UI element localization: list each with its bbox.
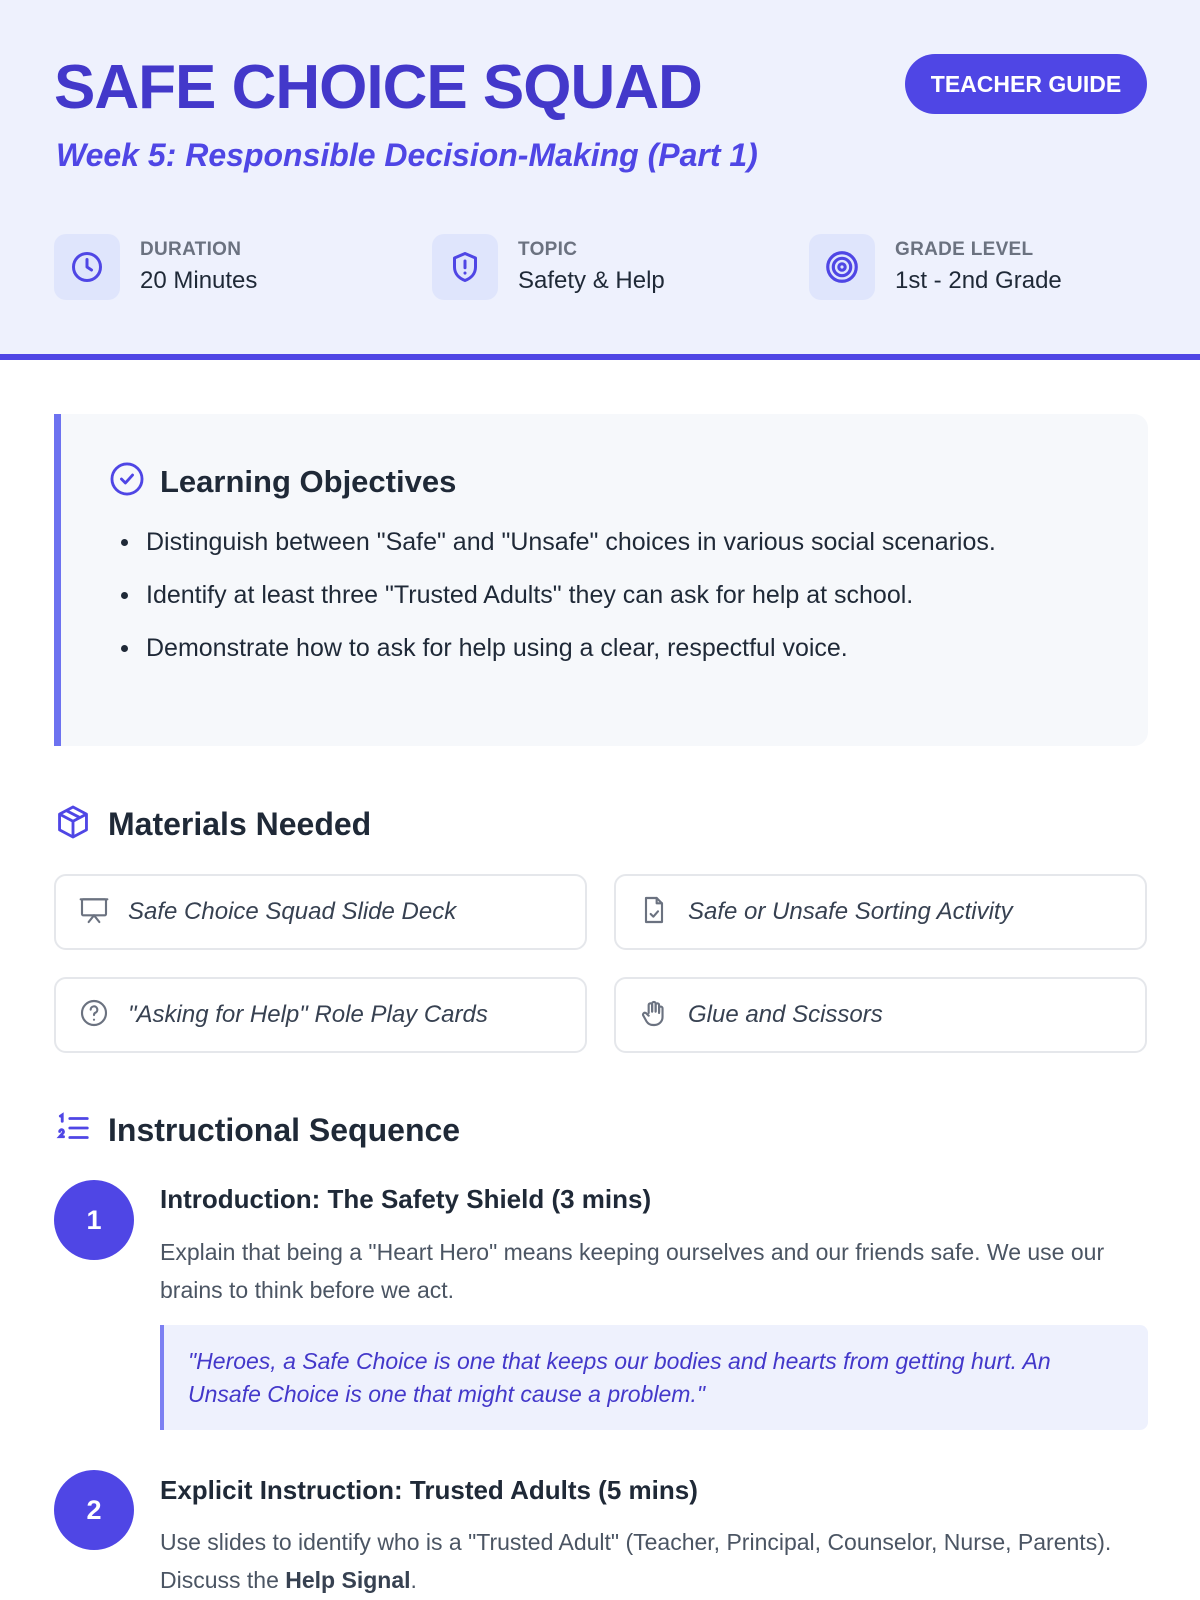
objective-item: Identify at least three "Trusted Adults" they can ask for help at school. — [146, 575, 1076, 615]
meta-value: 20 Minutes — [140, 267, 258, 294]
file-check-icon — [638, 894, 670, 931]
material-item — [614, 874, 1147, 950]
objective-item: Distinguish between "Safe" and "Unsafe" choices in various social scenarios. — [146, 522, 1076, 562]
meta-duration — [54, 234, 257, 300]
step-description: Explain that being a "Heart Hero" means keeping ourselves and our friends safe. We use our brains to think before we act. — [160, 1239, 1105, 1303]
meta-grade-level — [809, 234, 1062, 300]
step-title: Introduction: The Safety Shield (3 mins) — [160, 1184, 652, 1214]
objectives-title: Learning Objectives — [160, 463, 457, 499]
material-label: Safe or Unsafe Sorting Activity — [688, 898, 1013, 925]
material-item — [54, 977, 587, 1053]
shield-alert-icon — [432, 234, 498, 300]
material-item — [614, 977, 1147, 1053]
objectives-header — [108, 460, 456, 503]
help-circle-icon — [78, 997, 110, 1034]
step-number-badge: 1 — [54, 1180, 134, 1260]
sequence-title: Instructional Sequence — [108, 1112, 461, 1148]
clock-icon — [54, 234, 120, 300]
step-description — [160, 1523, 1140, 1599]
meta-label: GRADE LEVEL — [895, 239, 1034, 260]
hand-icon — [638, 997, 670, 1034]
step-description-text: Use slides to identify who is a "Trusted Adult" (Teacher, Principal, Counselor, Nurse, Parents). Discuss the — [160, 1529, 1112, 1593]
materials-title: Materials Needed — [108, 806, 372, 842]
material-label: Glue and Scissors — [688, 1001, 883, 1028]
materials-header — [54, 803, 371, 846]
help-signal-term: Help Signal — [285, 1567, 411, 1593]
meta-topic — [432, 234, 665, 300]
presentation-icon — [78, 894, 110, 931]
page-title: SAFE CHOICE SQUAD — [54, 53, 702, 122]
teacher-guide-button[interactable]: TEACHER GUIDE — [905, 54, 1147, 114]
page-subtitle: Week 5: Responsible Decision-Making (Part 1) — [56, 137, 758, 173]
meta-label: TOPIC — [518, 239, 578, 260]
objective-item: Demonstrate how to ask for help using a clear, respectful voice. — [146, 628, 1076, 668]
list-ordered-icon — [54, 1109, 92, 1152]
check-circle-icon — [108, 460, 146, 503]
target-icon — [809, 234, 875, 300]
step-number-badge: 2 — [54, 1470, 134, 1550]
package-icon — [54, 803, 92, 846]
learning-objectives-panel — [54, 414, 1148, 746]
meta-value: 1st - 2nd Grade — [895, 267, 1062, 294]
step-description-end: . — [410, 1567, 417, 1593]
meta-label: DURATION — [140, 239, 242, 260]
step-title: Explicit Instruction: Trusted Adults (5 mins) — [160, 1475, 698, 1505]
teacher-script-quote: "Heroes, a Safe Choice is one that keeps our bodies and hearts from getting hurt. An Unsafe Choice is one that might cause a problem." — [160, 1325, 1148, 1430]
sequence-header — [54, 1109, 460, 1152]
meta-value: Safety & Help — [518, 267, 665, 294]
material-item — [54, 874, 587, 950]
material-label: Safe Choice Squad Slide Deck — [128, 898, 457, 925]
objectives-list — [146, 522, 1076, 681]
material-label: "Asking for Help" Role Play Cards — [128, 1001, 488, 1028]
page-header — [0, 0, 1200, 360]
